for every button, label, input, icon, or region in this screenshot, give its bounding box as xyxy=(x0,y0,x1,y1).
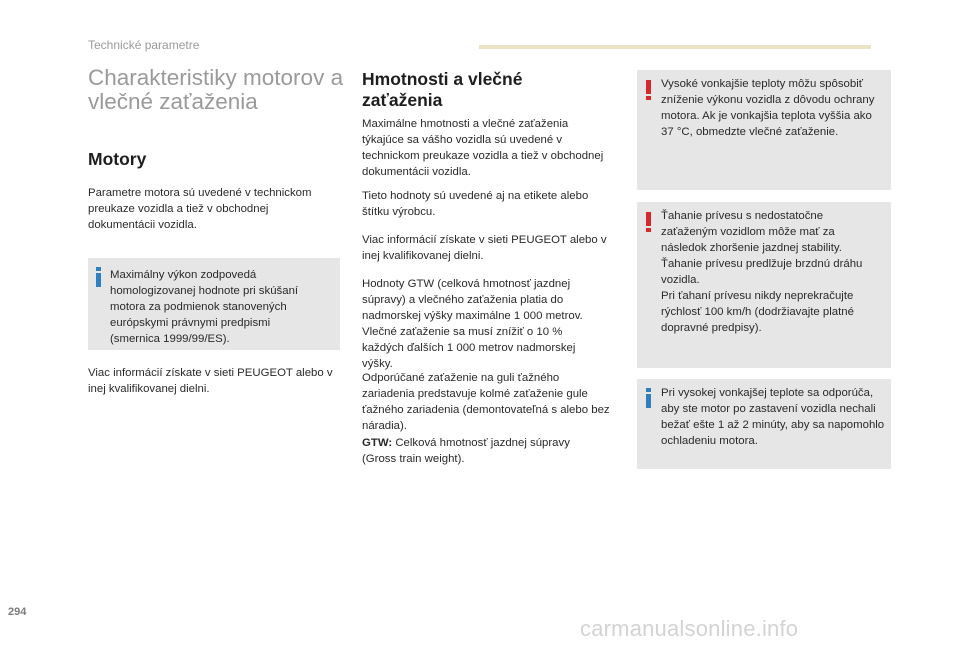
info-box-cooling-text: Pri vysokej vonkajšej teplote sa odporúča, aby ste motor po zastavení vozidla nechali bežať ešte 1 až 2 minúty, aby sa napomohlo ochladeniu motora. xyxy=(661,387,885,447)
info-icon xyxy=(96,267,101,287)
info-box-cooling xyxy=(637,379,891,469)
warning-icon xyxy=(646,80,651,100)
gtw-definition xyxy=(362,435,602,467)
info-box-power-text: Maximálny výkon zodpovedá homologizovanej hodnote pri skúšaní motora za podmienok stanovených európskymi právnymi predpismi (smernica 1999/99/ES). xyxy=(110,269,299,345)
warning-box-temperature xyxy=(637,70,891,190)
trailer-warning-line-3: Pri ťahaní prívesu nikdy neprekračujte rýchlosť 100 km/h (dodržiavajte platné dopravné predpisy). xyxy=(661,290,854,334)
info-box-power xyxy=(88,258,340,350)
hmotnosti-paragraph-3: Viac informácií získate v sieti PEUGEOT alebo v inej kvalifikovanej dielni. xyxy=(362,234,607,262)
trailer-warning-line-1: Ťahanie prívesu s nedostatočne zaťaženým vozidlom môže mať za následok zhoršenie jazdnej stability. xyxy=(661,210,842,254)
motory-paragraph: Parametre motora sú uvedené v technickom preukaze vozidla a tiež v obchodnej dokumentácii vozidla. xyxy=(88,187,312,231)
heading-motory: Motory xyxy=(88,149,147,169)
watermark: carmanualsonline.info xyxy=(580,616,799,641)
page-number: 294 xyxy=(8,606,27,618)
hmotnosti-paragraph-4: Hodnoty GTW (celková hmotnosť jazdnej súpravy) a vlečného zaťaženia platia do nadmorskej výšky maximálne 1 000 metrov. Vlečné zaťaženie sa musí znížiť o 10 % každých ďalších 1 000 metrov nadmorskej výšky. xyxy=(362,278,583,370)
trailer-warning-line-2: Ťahanie prívesu predlžuje brzdnú dráhu vozidla. xyxy=(661,258,863,286)
warning-box-temperature-text: Vysoké vonkajšie teploty môžu spôsobiť zníženie výkonu vozidla z dôvodu ochrany motora. Ak je vonkajšia teplota vyššia ako 37 °C, obmedzte vlečné zaťaženie. xyxy=(661,78,875,138)
info-icon xyxy=(646,388,651,408)
hmotnosti-paragraph-1: Maximálne hmotnosti a vlečné zaťaženia týkajúce sa vášho vozidla sú uvedené v technickom preukaze vozidla a tiež v obchodnej dokumentácii vozidla. xyxy=(362,118,604,178)
hmotnosti-paragraph-2: Tieto hodnoty sú uvedené aj na etikete alebo štítku výrobcu. xyxy=(362,190,589,218)
motory-contact-paragraph: Viac informácií získate v sieti PEUGEOT alebo v inej kvalifikovanej dielni. xyxy=(88,367,333,395)
gtw-text: Celková hmotnosť jazdnej súpravy (Gross train weight). xyxy=(362,437,570,465)
warning-box-trailer xyxy=(637,202,891,368)
heading-hmotnosti: Hmotnosti a vlečné zaťaženia xyxy=(362,69,523,110)
warning-box-trailer-text xyxy=(661,208,871,336)
header-rule xyxy=(479,45,871,49)
section-label: Technické parametre xyxy=(88,38,200,52)
gtw-label: GTW: xyxy=(362,437,393,449)
warning-icon xyxy=(646,212,651,232)
page-title: Charakteristiky motorov a vlečné zaťaženia xyxy=(88,65,344,114)
hmotnosti-paragraph-5: Odporúčané zaťaženie na guli ťažného zariadenia predstavuje kolmé zaťaženie gule ťažného zariadenia (demontovateľná s alebo bez náradia). xyxy=(362,372,610,432)
